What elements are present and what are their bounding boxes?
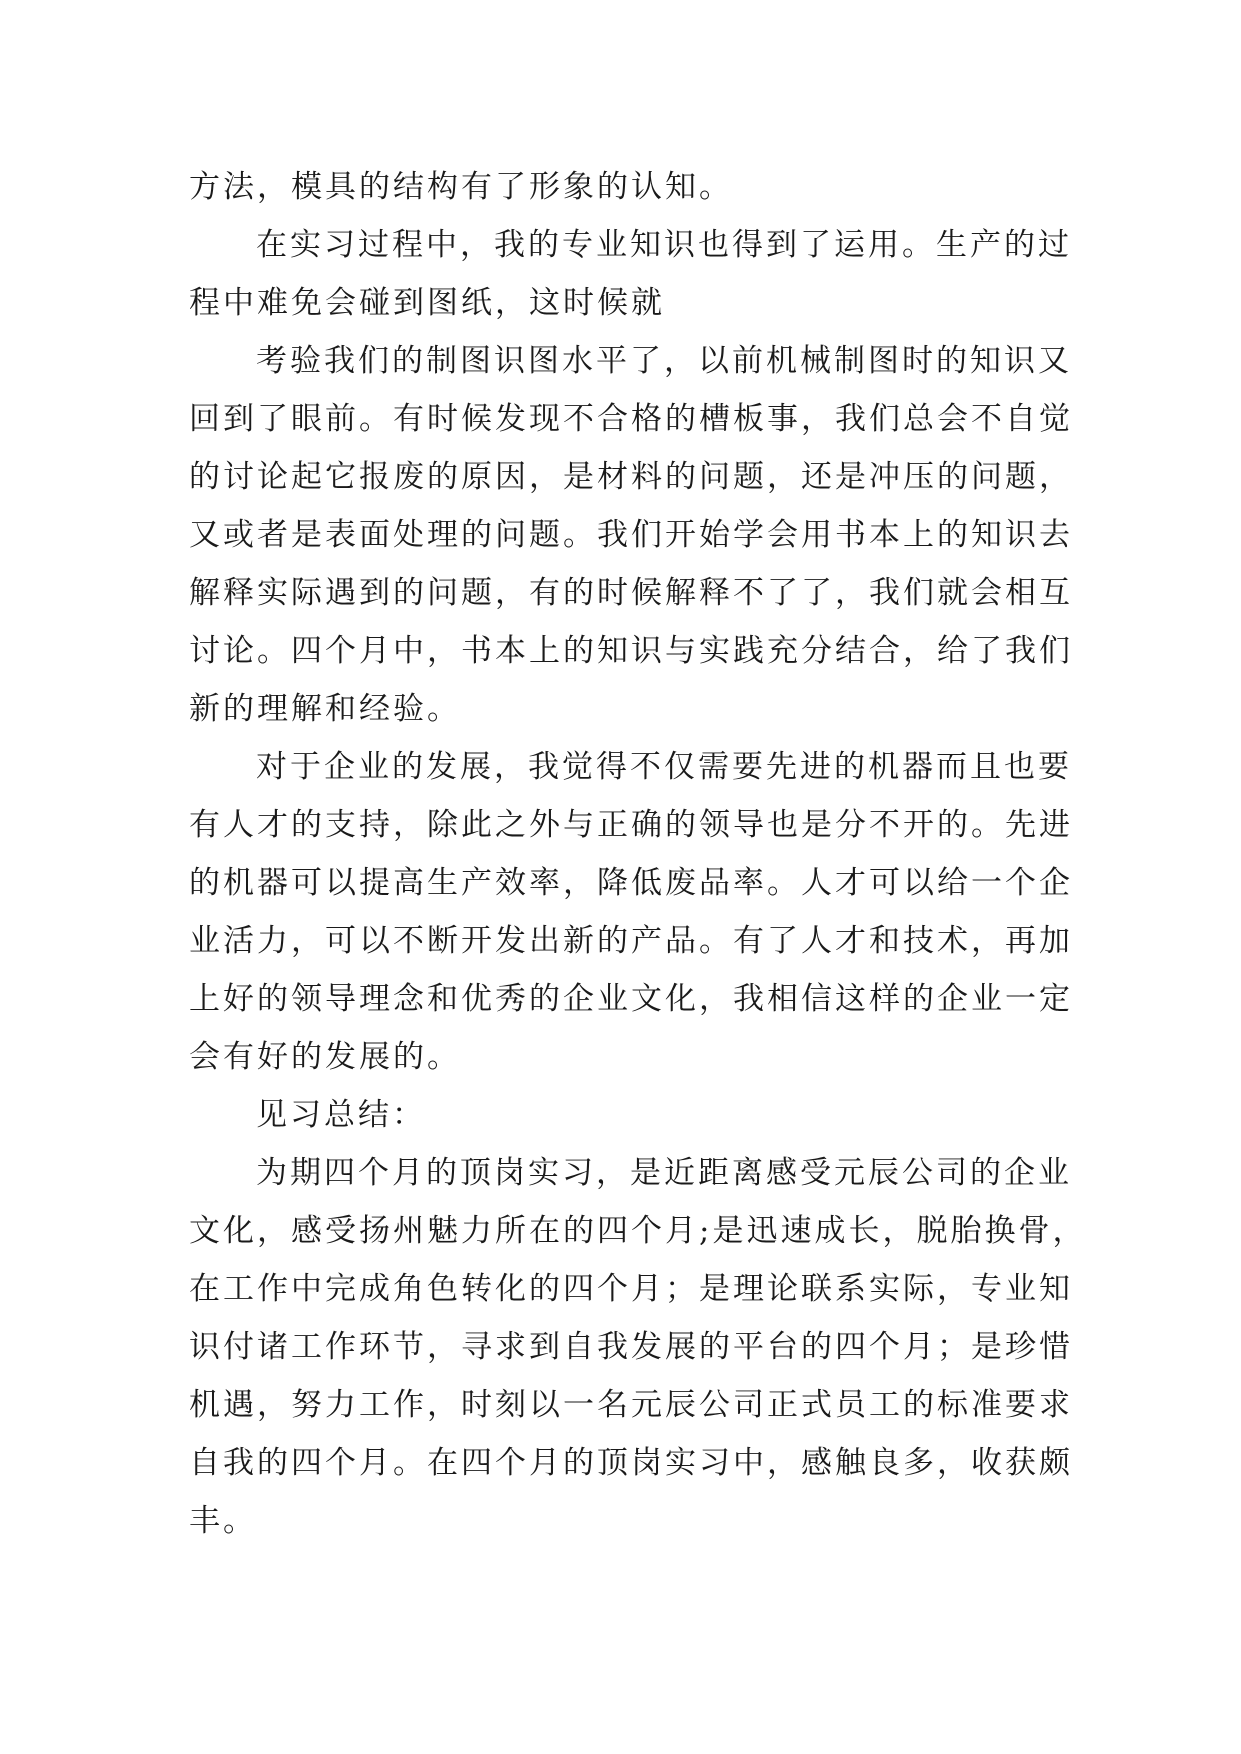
body-text xyxy=(189,158,1087,1550)
text-line: 会有好的发展的。 xyxy=(189,1039,461,1075)
paragraph-start-line: 为期四个月的顶岗实习，是近距离感受元辰公司的企业 xyxy=(256,1155,1072,1191)
text-line: 机遇，努力工作，时刻以一名元辰公司正式员工的标准要求 xyxy=(189,1387,1073,1423)
section-heading: 见习总结： xyxy=(256,1097,426,1133)
text-line: 方法，模具的结构有了形象的认知。 xyxy=(189,169,733,205)
paragraph-start-line: 对于企业的发展，我觉得不仅需要先进的机器而且也要 xyxy=(256,749,1072,785)
paragraph-start-line: 在实习过程中，我的专业知识也得到了运用。生产的过 xyxy=(256,227,1072,263)
text-line: 文化，感受扬州魅力所在的四个月;是迅速成长，脱胎换骨， xyxy=(189,1213,1087,1249)
text-line: 识付诸工作环节，寻求到自我发展的平台的四个月；是珍惜 xyxy=(189,1329,1073,1365)
text-line: 又或者是表面处理的问题。我们开始学会用书本上的知识去 xyxy=(189,517,1073,553)
text-line: 的讨论起它报废的原因，是材料的问题，还是冲压的问题， xyxy=(189,459,1073,495)
text-line: 上好的领导理念和优秀的企业文化，我相信这样的企业一定 xyxy=(189,981,1073,1017)
text-line: 有人才的支持，除此之外与正确的领导也是分不开的。先进 xyxy=(189,807,1073,843)
text-line: 自我的四个月。在四个月的顶岗实习中，感触良多，收获颇 xyxy=(189,1445,1073,1481)
text-line: 讨论。四个月中，书本上的知识与实践充分结合，给了我们 xyxy=(189,633,1073,669)
text-line: 回到了眼前。有时候发现不合格的槽板事，我们总会不自觉 xyxy=(189,401,1073,437)
text-line: 程中难免会碰到图纸，这时候就 xyxy=(189,285,665,321)
text-line: 丰。 xyxy=(189,1503,257,1539)
text-line: 在工作中完成角色转化的四个月；是理论联系实际，专业知 xyxy=(189,1271,1073,1307)
text-line: 解释实际遇到的问题，有的时候解释不了了，我们就会相互 xyxy=(189,575,1073,611)
text-line: 新的理解和经验。 xyxy=(189,691,461,727)
text-line: 业活力，可以不断开发出新的产品。有了人才和技术，再加 xyxy=(189,923,1073,959)
text-line: 的机器可以提高生产效率，降低废品率。人才可以给一个企 xyxy=(189,865,1073,901)
paragraph-start-line: 考验我们的制图识图水平了，以前机械制图时的知识又 xyxy=(256,343,1072,379)
